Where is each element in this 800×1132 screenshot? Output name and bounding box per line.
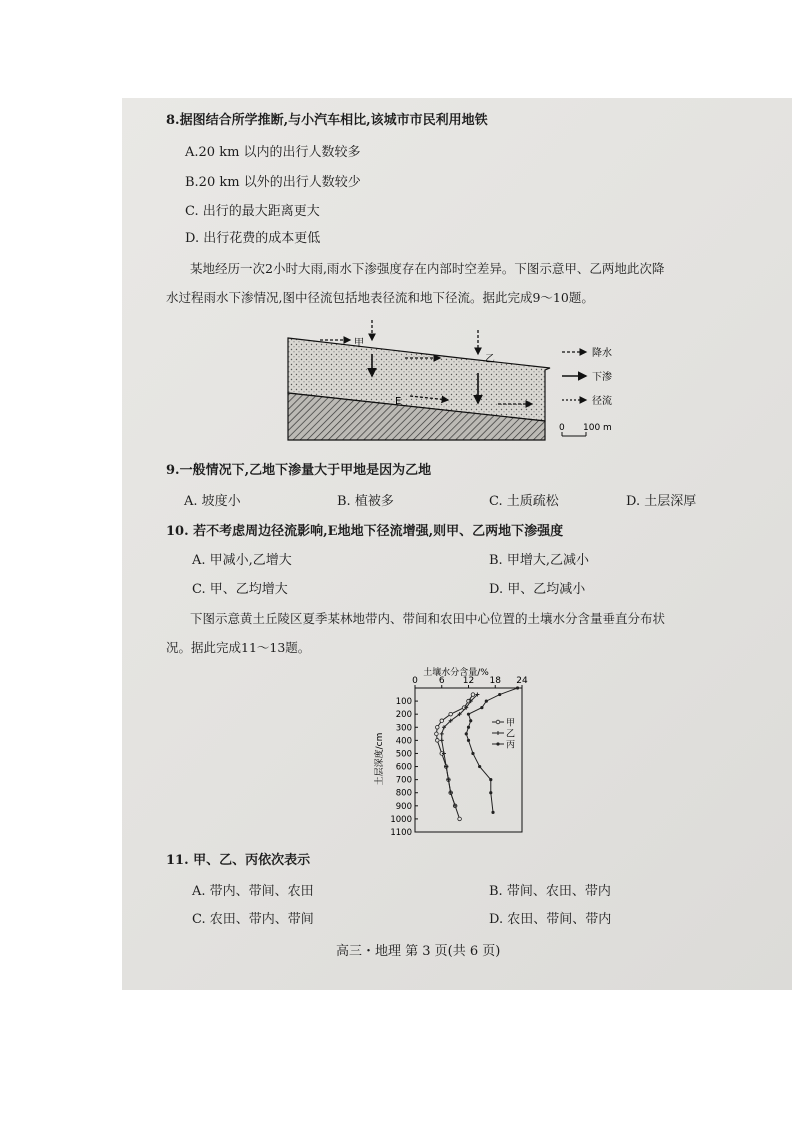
series-1-point — [471, 693, 475, 697]
chart-frame — [415, 688, 522, 832]
series-3-point — [467, 739, 470, 742]
series-3-point — [489, 791, 492, 794]
chart-y-axis-label: 土层深度/cm — [375, 732, 385, 786]
legend-marker-2 — [496, 731, 500, 735]
series-3-point — [498, 693, 501, 696]
q9-option-b: B. 植被多 — [337, 494, 394, 509]
legend-runoff-label: 径流 — [592, 396, 612, 407]
page-footer: 高三・地理 第 3 页(共 6 页) — [336, 944, 501, 959]
series-1-point — [435, 732, 439, 736]
legend-label-2: 乙 — [506, 729, 516, 740]
y-tick-label: 300 — [395, 723, 412, 734]
intro-11-13-line2: 况。据此完成11～13题。 — [166, 640, 311, 655]
label-e: E — [395, 396, 402, 407]
q10-stem: 10. 若不考虑周边径流影响,E地地下径流增强,则甲、乙两地下渗强度 — [166, 524, 564, 539]
y-tick-label: 700 — [395, 775, 412, 786]
infiltration-diagram — [280, 318, 660, 448]
scale-zero: 0 — [559, 423, 565, 433]
label-jia: 甲 — [354, 338, 364, 349]
q8-option-c: C. 出行的最大距离更大 — [185, 204, 320, 219]
legend-marker-1 — [496, 720, 500, 724]
series-2-point — [440, 732, 444, 736]
y-tick-label: 1100 — [390, 828, 412, 838]
x-tick-label: 18 — [489, 676, 501, 686]
q10-option-d: D. 甲、乙均减小 — [489, 582, 586, 597]
series-3-point — [489, 778, 492, 781]
y-tick-label: 200 — [395, 710, 412, 721]
y-tick-label: 900 — [395, 801, 412, 812]
intro-9-10-line2: 水过程雨水下渗情况,图中径流包括地表径流和地下径流。据此完成9～10题。 — [166, 290, 594, 305]
q9-option-a: A. 坡度小 — [184, 494, 241, 509]
series-3-point — [465, 732, 468, 735]
series-3-point — [485, 699, 488, 702]
intro-9-10-line1: 某地经历一次2小时大雨,雨水下渗强度存在内部时空差异。下图示意甲、乙两地此次降 — [190, 261, 665, 276]
q9-option-c: C. 土质疏松 — [489, 494, 559, 509]
x-tick-label: 12 — [462, 676, 475, 686]
series-3-point — [516, 686, 519, 689]
q9-option-d: D. 土层深厚 — [626, 494, 697, 509]
legend-label-1: 甲 — [506, 718, 516, 729]
soil-moisture-chart — [370, 664, 540, 839]
q10-option-b: B. 甲增大,乙减小 — [489, 553, 589, 568]
q8-option-d: D. 出行花费的成本更低 — [185, 231, 321, 246]
x-tick-label: 0 — [412, 676, 418, 686]
chart-x-axis-label: 土壤水分含量/% — [423, 668, 489, 678]
q11-option-b: B. 带间、农田、带内 — [489, 884, 611, 899]
x-tick-label: 24 — [516, 676, 528, 686]
series-3-point — [467, 726, 470, 729]
y-tick-label: 1000 — [390, 814, 412, 825]
label-yi: 乙 — [485, 354, 495, 365]
y-tick-label: 800 — [395, 788, 412, 799]
q11-option-d: D. 农田、带间、带内 — [489, 912, 612, 927]
y-tick-label: 100 — [395, 697, 412, 708]
legend-infiltration-label: 下渗 — [592, 372, 612, 383]
y-tick-label: 400 — [395, 736, 412, 747]
intro-11-13-line1: 下图示意黄土丘陵区夏季某林地带内、带间和农田中心位置的土壤水分含量垂直分布状 — [190, 611, 666, 626]
x-tick-label: 6 — [438, 676, 445, 686]
series-1-point — [458, 817, 462, 821]
y-tick-label: 500 — [395, 749, 412, 760]
q8-option-a: A.20 km 以内的出行人数较多 — [185, 145, 361, 160]
q10-option-a: A. 甲减小,乙增大 — [192, 553, 292, 568]
series-3-point — [469, 719, 472, 722]
q11-option-c: C. 农田、带内、带间 — [192, 912, 314, 927]
legend-precip-label: 降水 — [592, 348, 612, 359]
legend-label-3: 丙 — [506, 740, 516, 751]
y-tick-label: 600 — [395, 762, 412, 773]
series-3-point — [471, 752, 474, 755]
series-1-point — [449, 712, 453, 716]
series-1-point — [435, 739, 439, 743]
q8-option-b: B.20 km 以外的出行人数较少 — [185, 175, 361, 190]
q11-stem: 11. 甲、乙、丙依次表示 — [166, 853, 311, 868]
q9-stem: 9.一般情况下,乙地下渗量大于甲地是因为乙地 — [166, 463, 432, 478]
q11-option-a: A. 带内、带间、农田 — [192, 884, 314, 899]
series-3-point — [478, 765, 481, 768]
q10-option-c: C. 甲、乙均增大 — [192, 582, 288, 597]
legend-marker-3 — [496, 742, 499, 745]
series-3-point — [467, 713, 470, 716]
scale-distance: 100 m — [583, 423, 612, 433]
q8-stem: 8.据图结合所学推断,与小汽车相比,该城市市民利用地铁 — [166, 113, 488, 128]
series-2-point — [440, 738, 444, 742]
series-3-point — [480, 706, 483, 709]
series-1-point — [435, 725, 439, 729]
series-3-point — [491, 811, 494, 814]
series-1-point — [440, 719, 444, 723]
